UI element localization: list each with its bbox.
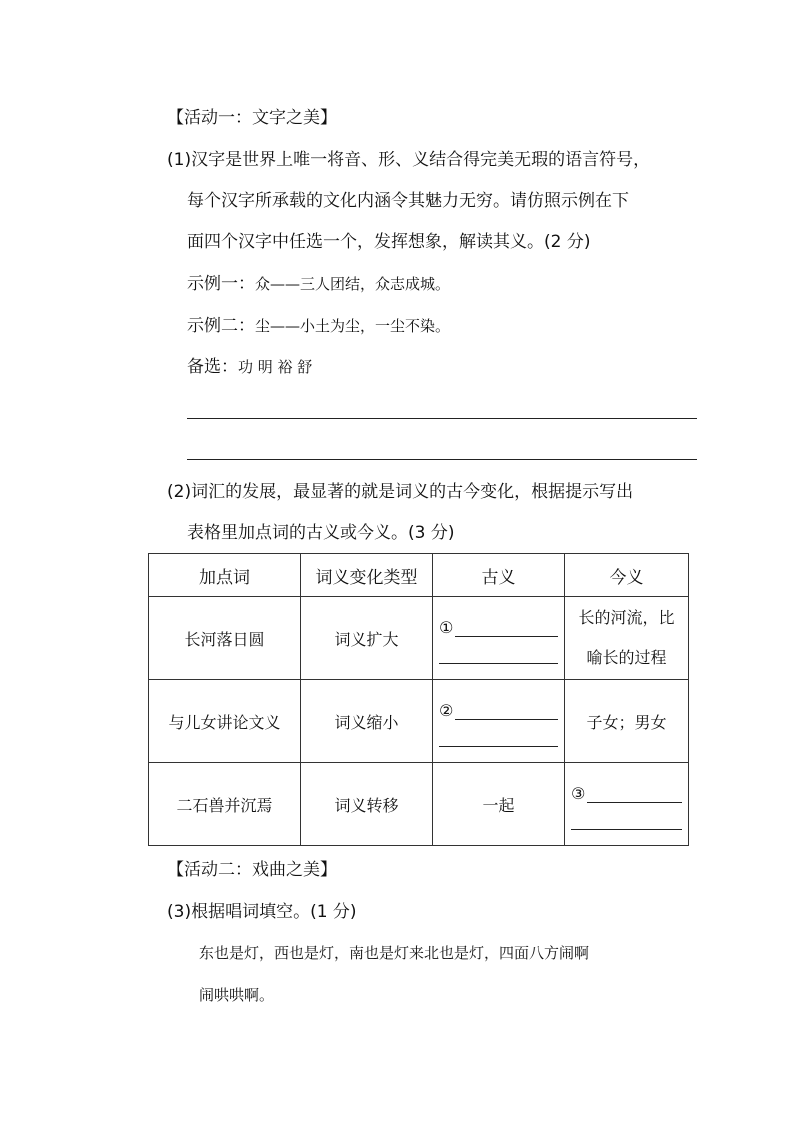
ancient-cell: 一起	[433, 763, 565, 846]
type-cell: 词义扩大	[301, 597, 433, 680]
activity1-heading: 【活动一：文字之美】	[167, 108, 337, 128]
q2-line-2: 表格里加点词的古义或今义。(3 分)	[187, 523, 455, 543]
blank-marker: ③	[571, 783, 586, 803]
blank-marker: ①	[439, 617, 454, 637]
table-header: 加点词	[149, 554, 301, 597]
table-row	[149, 763, 689, 846]
example2-text: 尘——小土为尘，一尘不染。	[255, 317, 451, 335]
type-cell: 词义缩小	[301, 680, 433, 763]
modern-cell: 子女；男女	[565, 680, 689, 763]
options-label: 备选：	[187, 357, 238, 377]
table-header: 今义	[565, 554, 689, 597]
example1	[187, 274, 450, 294]
modern-line: 长的河流，比	[578, 608, 675, 627]
table-header-row	[149, 554, 689, 597]
answer-line-1[interactable]	[187, 418, 697, 419]
word-cell: 二石兽并沉焉	[149, 763, 301, 846]
word-cell: 与儿女讲论文义	[149, 680, 301, 763]
q1-line-1: (1)汉字是世界上唯一将音、形、义结合得完美无瑕的语言符号，	[167, 150, 651, 170]
q1-line-2: 每个汉字所承载的文化内涵令其魅力无穷。请仿照示例在下	[187, 191, 629, 211]
modern-cell	[565, 597, 689, 680]
ancient-blank-1[interactable]	[433, 597, 565, 680]
type-cell: 词义转移	[301, 763, 433, 846]
modern-blank-3[interactable]	[565, 763, 689, 846]
q1-line-3: 面四个汉字中任选一个，发挥想象，解读其义。(2 分)	[187, 232, 591, 252]
ancient-blank-2[interactable]	[433, 680, 565, 763]
example1-label: 示例一：	[187, 274, 255, 294]
example1-text: 众——三人团结，众志成城。	[255, 275, 451, 293]
lyrics-line-1: 东也是灯，西也是灯，南也是灯来北也是灯，四面八方闹啊	[199, 944, 590, 962]
table-header: 古义	[433, 554, 565, 597]
table-header: 词义变化类型	[301, 554, 433, 597]
activity2-heading: 【活动二：戏曲之美】	[167, 860, 337, 880]
example2-label: 示例二：	[187, 316, 255, 336]
answer-line-2[interactable]	[187, 459, 697, 460]
options-text: 功 明 裕 舒	[238, 358, 313, 376]
table-row	[149, 597, 689, 680]
q2-line-1: (2)词汇的发展，最显著的就是词义的古今变化，根据提示写出	[167, 482, 634, 502]
word-cell: 长河落日圆	[149, 597, 301, 680]
modern-line: 喻长的过程	[586, 648, 667, 667]
lyrics-line-2: 闹哄哄啊。	[199, 986, 275, 1004]
word-meaning-table	[148, 553, 689, 846]
table-row	[149, 680, 689, 763]
blank-marker: ②	[439, 700, 454, 720]
q3-prompt: (3)根据唱词填空。(1 分)	[167, 902, 357, 922]
options	[187, 357, 312, 377]
example2	[187, 316, 450, 336]
